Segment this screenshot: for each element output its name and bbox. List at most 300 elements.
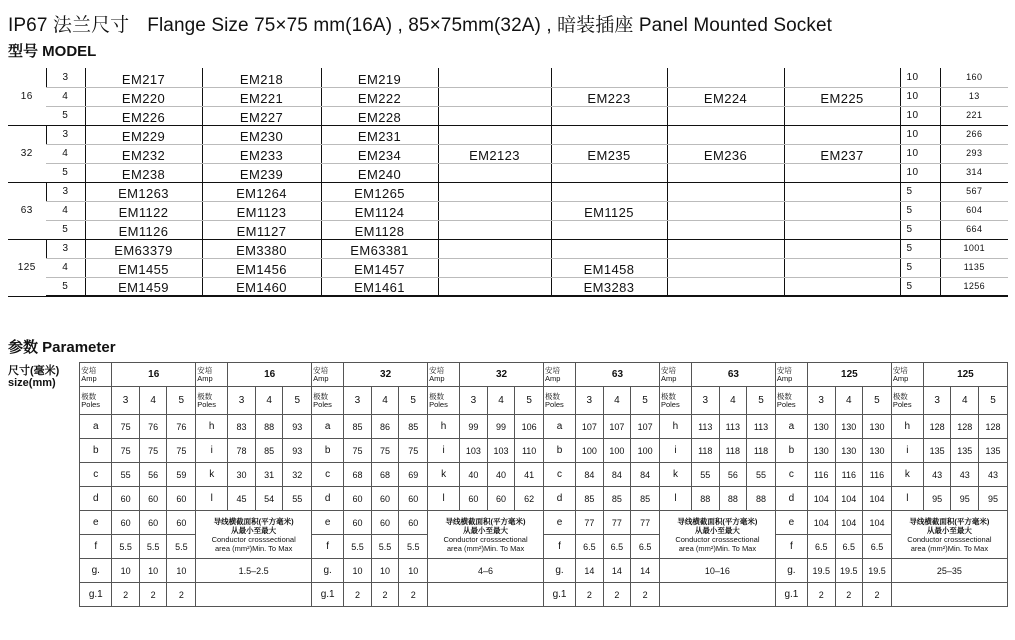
- amp-value: 32: [460, 363, 544, 387]
- model-code-cell: [438, 163, 551, 182]
- poles-value: 5: [515, 387, 544, 415]
- conductor-range: 4–6: [428, 559, 544, 583]
- model-code-cell: [551, 182, 667, 201]
- weight-cell: 1135: [940, 258, 1008, 277]
- model-code-cell: EM1458: [551, 258, 667, 277]
- poles-cell: 3: [46, 68, 85, 87]
- dimension-value: 14: [631, 559, 660, 583]
- blank-cell: [891, 583, 1007, 607]
- dimension-value: 77: [576, 511, 604, 535]
- dimension-value: 68: [344, 463, 372, 487]
- model-code-cell: EM229: [85, 125, 202, 144]
- dimension-value: 5.5: [399, 535, 428, 559]
- dimension-value: 10: [344, 559, 372, 583]
- dimension-value: 2: [807, 583, 835, 607]
- model-code-cell: EM1459: [85, 277, 202, 296]
- dimension-value: 88: [747, 487, 776, 511]
- conductor-note-en: Conductor crosssectional area (mm²)Min. To Max: [675, 534, 760, 553]
- dimension-letter: k: [196, 463, 228, 487]
- poles-cell: 5: [46, 106, 85, 125]
- row-blank: [8, 535, 80, 559]
- poles-value: 3: [691, 387, 719, 415]
- model-code-cell: EM222: [321, 87, 438, 106]
- model-code-cell: EM228: [321, 106, 438, 125]
- amp-cell: 63: [8, 182, 46, 239]
- conductor-note-en: Conductor crosssectional area (mm²)Min. To Max: [211, 534, 296, 553]
- poles-value: 4: [951, 387, 979, 415]
- dimension-letter: c: [544, 463, 576, 487]
- poles-value: 3: [460, 387, 488, 415]
- dimension-letter: l: [891, 487, 923, 511]
- model-code-cell: [667, 68, 784, 87]
- poles-value: 3: [923, 387, 951, 415]
- dimension-value: 85: [255, 439, 283, 463]
- dimension-letter: f: [775, 535, 807, 559]
- title-en: Flange Size 75×75 mm(16A) , 85×75mm(32A) , 暗装插座 Panel Mounted Socket: [147, 15, 833, 36]
- size-mm-header: 尺寸(毫米) size(mm): [8, 364, 60, 389]
- dimension-value: 84: [603, 463, 631, 487]
- dimension-value: 113: [719, 415, 747, 439]
- dimension-value: 106: [515, 415, 544, 439]
- dimension-value: 116: [807, 463, 835, 487]
- dimension-value: 118: [747, 439, 776, 463]
- poles-cell: 5: [46, 163, 85, 182]
- dimension-letter: e: [80, 511, 112, 535]
- poles-value: 5: [631, 387, 660, 415]
- model-row: [8, 106, 1008, 125]
- dimension-value: 130: [863, 439, 892, 463]
- conductor-note-cn: 导线横截面积(平方毫米) 从最小至最大: [445, 516, 526, 535]
- weight-cell: 1001: [940, 239, 1008, 258]
- model-code-cell: [438, 220, 551, 239]
- dimension-value: 116: [835, 463, 863, 487]
- dimension-value: 43: [979, 463, 1008, 487]
- pack-qty-cell: 10: [900, 68, 940, 87]
- dimension-value: 60: [112, 487, 140, 511]
- dimension-letter: g.: [544, 559, 576, 583]
- dimension-value: 84: [631, 463, 660, 487]
- dimension-value: 76: [139, 415, 167, 439]
- model-code-cell: EM239: [202, 163, 321, 182]
- model-code-cell: [438, 125, 551, 144]
- model-table: [8, 68, 1008, 297]
- dimension-value: 60: [139, 487, 167, 511]
- model-code-cell: EM1128: [321, 220, 438, 239]
- model-code-cell: [667, 163, 784, 182]
- dimension-value: 85: [399, 415, 428, 439]
- dimension-value: 103: [487, 439, 515, 463]
- model-code-cell: EM1125: [551, 201, 667, 220]
- dimension-value: 75: [344, 439, 372, 463]
- model-code-cell: EM1455: [85, 258, 202, 277]
- weight-cell: 1256: [940, 277, 1008, 296]
- dimension-value: 100: [603, 439, 631, 463]
- model-code-cell: EM1127: [202, 220, 321, 239]
- model-code-cell: EM1126: [85, 220, 202, 239]
- dimension-letter: d: [775, 487, 807, 511]
- model-code-cell: [667, 277, 784, 296]
- model-code-cell: [551, 239, 667, 258]
- poles-cell: 4: [46, 144, 85, 163]
- parameter-table: [8, 362, 1008, 607]
- amp-label: 安培 Amp: [775, 363, 807, 387]
- dimension-letter: f: [544, 535, 576, 559]
- model-code-cell: EM227: [202, 106, 321, 125]
- dimension-value: 10: [399, 559, 428, 583]
- poles-label: 极数 Poles: [196, 387, 228, 415]
- weight-cell: 567: [940, 182, 1008, 201]
- dimension-letter: a: [312, 415, 344, 439]
- dimension-value: 69: [399, 463, 428, 487]
- model-code-cell: EM226: [85, 106, 202, 125]
- dimension-value: 41: [515, 463, 544, 487]
- model-code-cell: [784, 106, 900, 125]
- poles-value: 5: [399, 387, 428, 415]
- dimension-value: 59: [167, 463, 196, 487]
- poles-value: 5: [747, 387, 776, 415]
- poles-cell: 5: [46, 220, 85, 239]
- poles-value: 5: [283, 387, 312, 415]
- dimension-value: 2: [399, 583, 428, 607]
- dimension-value: 2: [835, 583, 863, 607]
- poles-value: 4: [719, 387, 747, 415]
- parameter-heading: 参数 Parameter: [8, 339, 116, 356]
- amp-label: 安培 Amp: [544, 363, 576, 387]
- dimension-value: 60: [487, 487, 515, 511]
- amp-label: 安培 Amp: [80, 363, 112, 387]
- row-blank: [8, 415, 80, 439]
- dimension-letter: c: [775, 463, 807, 487]
- dimension-letter: a: [544, 415, 576, 439]
- model-row: [8, 68, 1008, 87]
- amp-value: 16: [228, 363, 312, 387]
- dimension-letter: k: [428, 463, 460, 487]
- poles-value: 3: [228, 387, 256, 415]
- dimension-value: 93: [283, 415, 312, 439]
- dimension-value: 5.5: [139, 535, 167, 559]
- model-heading: 型号 MODEL: [8, 43, 97, 60]
- amp-cell: 125: [8, 239, 46, 296]
- dimension-value: 104: [807, 511, 835, 535]
- model-code-cell: EM218: [202, 68, 321, 87]
- dimension-value: 2: [631, 583, 660, 607]
- model-code-cell: EM232: [85, 144, 202, 163]
- row-blank: [8, 583, 80, 607]
- weight-cell: 221: [940, 106, 1008, 125]
- conductor-note: [659, 511, 775, 559]
- model-code-cell: EM1460: [202, 277, 321, 296]
- model-row: [8, 144, 1008, 163]
- dimension-letter: h: [196, 415, 228, 439]
- model-code-cell: EM2123: [438, 144, 551, 163]
- poles-label: 极数 Poles: [775, 387, 807, 415]
- model-row: [8, 277, 1008, 296]
- dimension-value: 10: [167, 559, 196, 583]
- model-row: [8, 239, 1008, 258]
- dimension-letter: k: [891, 463, 923, 487]
- dimension-value: 60: [460, 487, 488, 511]
- dimension-value: 10: [139, 559, 167, 583]
- dimension-value: 56: [139, 463, 167, 487]
- pack-qty-cell: 10: [900, 87, 940, 106]
- poles-value: 3: [576, 387, 604, 415]
- dimension-value: 107: [603, 415, 631, 439]
- dimension-letter: a: [775, 415, 807, 439]
- weight-cell: 160: [940, 68, 1008, 87]
- model-code-cell: EM1265: [321, 182, 438, 201]
- model-code-cell: EM1122: [85, 201, 202, 220]
- dimension-value: 83: [228, 415, 256, 439]
- dimension-value: 130: [863, 415, 892, 439]
- dimension-value: 5.5: [112, 535, 140, 559]
- dimension-value: 19.5: [863, 559, 892, 583]
- model-code-cell: [438, 239, 551, 258]
- dimension-value: 55: [283, 487, 312, 511]
- dimension-value: 40: [487, 463, 515, 487]
- model-code-cell: [438, 258, 551, 277]
- model-code-cell: [551, 106, 667, 125]
- dimension-value: 2: [603, 583, 631, 607]
- model-code-cell: EM238: [85, 163, 202, 182]
- model-code-cell: [551, 68, 667, 87]
- model-code-cell: [438, 182, 551, 201]
- conductor-note-en: Conductor crosssectional area (mm²)Min. To Max: [907, 534, 992, 553]
- model-code-cell: [784, 201, 900, 220]
- model-code-cell: EM224: [667, 87, 784, 106]
- pack-qty-cell: 10: [900, 125, 940, 144]
- amp-value: 63: [691, 363, 775, 387]
- amp-label: 安培 Amp: [659, 363, 691, 387]
- dimension-value: 2: [167, 583, 196, 607]
- model-code-cell: [667, 220, 784, 239]
- dimension-value: 5.5: [167, 535, 196, 559]
- dimension-value: 113: [691, 415, 719, 439]
- dimension-value: 128: [979, 415, 1008, 439]
- dimension-value: 99: [460, 415, 488, 439]
- pack-qty-cell: 5: [900, 277, 940, 296]
- model-row: [8, 258, 1008, 277]
- dimension-value: 60: [344, 511, 372, 535]
- model-code-cell: EM235: [551, 144, 667, 163]
- amp-label: 安培 Amp: [891, 363, 923, 387]
- model-code-cell: [438, 201, 551, 220]
- poles-label: 极数 Poles: [428, 387, 460, 415]
- model-row: [8, 201, 1008, 220]
- dimension-value: 2: [576, 583, 604, 607]
- dimension-value: 95: [979, 487, 1008, 511]
- dimension-value: 2: [344, 583, 372, 607]
- dimension-value: 6.5: [631, 535, 660, 559]
- dimension-value: 135: [979, 439, 1008, 463]
- dimension-letter: i: [196, 439, 228, 463]
- amp-value: 63: [576, 363, 660, 387]
- dimension-value: 68: [371, 463, 399, 487]
- dimension-value: 6.5: [807, 535, 835, 559]
- poles-value: 3: [807, 387, 835, 415]
- dimension-value: 130: [807, 415, 835, 439]
- dimension-value: 128: [951, 415, 979, 439]
- model-code-cell: [784, 163, 900, 182]
- pack-qty-cell: 10: [900, 106, 940, 125]
- title-cn: IP67 法兰尺寸: [8, 15, 130, 36]
- model-code-cell: EM219: [321, 68, 438, 87]
- dimension-value: 60: [167, 487, 196, 511]
- dimension-letter: b: [544, 439, 576, 463]
- dimension-letter: e: [312, 511, 344, 535]
- model-row: [8, 163, 1008, 182]
- poles-label: 极数 Poles: [312, 387, 344, 415]
- model-row: [8, 220, 1008, 239]
- dimension-value: 118: [719, 439, 747, 463]
- dimension-value: 93: [283, 439, 312, 463]
- dimension-value: 6.5: [576, 535, 604, 559]
- weight-cell: 314: [940, 163, 1008, 182]
- model-code-cell: [551, 125, 667, 144]
- dimension-letter: h: [428, 415, 460, 439]
- model-row: [8, 87, 1008, 106]
- dimension-letter: g.: [312, 559, 344, 583]
- poles-value: 4: [255, 387, 283, 415]
- model-code-cell: EM1461: [321, 277, 438, 296]
- dimension-value: 60: [399, 487, 428, 511]
- dimension-value: 10: [371, 559, 399, 583]
- dimension-letter: l: [428, 487, 460, 511]
- amp-value: 125: [807, 363, 891, 387]
- dimension-letter: i: [891, 439, 923, 463]
- dimension-value: 6.5: [863, 535, 892, 559]
- dimension-value: 40: [460, 463, 488, 487]
- page-title: [8, 10, 832, 37]
- dimension-letter: f: [80, 535, 112, 559]
- dimension-letter: h: [891, 415, 923, 439]
- dimension-value: 62: [515, 487, 544, 511]
- dimension-value: 75: [139, 439, 167, 463]
- pack-qty-cell: 10: [900, 163, 940, 182]
- dimension-value: 75: [167, 439, 196, 463]
- model-code-cell: EM1124: [321, 201, 438, 220]
- dimension-letter: h: [659, 415, 691, 439]
- model-code-cell: [784, 277, 900, 296]
- poles-label: 极数 Poles: [891, 387, 923, 415]
- dimension-value: 30: [228, 463, 256, 487]
- model-code-cell: EM221: [202, 87, 321, 106]
- conductor-note: [196, 511, 312, 559]
- dimension-value: 43: [951, 463, 979, 487]
- poles-value: 4: [371, 387, 399, 415]
- dimension-value: 31: [255, 463, 283, 487]
- conductor-note: [891, 511, 1007, 559]
- dimension-value: 100: [631, 439, 660, 463]
- dimension-value: 130: [835, 439, 863, 463]
- dimension-value: 85: [631, 487, 660, 511]
- dimension-value: 130: [835, 415, 863, 439]
- model-code-cell: [667, 182, 784, 201]
- poles-value: 5: [167, 387, 196, 415]
- amp-cell: 32: [8, 125, 46, 182]
- dimension-value: 99: [487, 415, 515, 439]
- dimension-value: 5.5: [344, 535, 372, 559]
- poles-value: 5: [979, 387, 1008, 415]
- dimension-value: 95: [923, 487, 951, 511]
- weight-cell: 604: [940, 201, 1008, 220]
- dimension-value: 104: [863, 511, 892, 535]
- dimension-letter: b: [775, 439, 807, 463]
- model-code-cell: [438, 87, 551, 106]
- dimension-value: 60: [167, 511, 196, 535]
- dimension-value: 85: [603, 487, 631, 511]
- dimension-value: 60: [399, 511, 428, 535]
- model-code-cell: [667, 239, 784, 258]
- row-blank: [8, 559, 80, 583]
- pack-qty-cell: 5: [900, 201, 940, 220]
- dimension-value: 55: [691, 463, 719, 487]
- conductor-range: 1.5–2.5: [196, 559, 312, 583]
- dimension-letter: d: [80, 487, 112, 511]
- dimension-value: 104: [863, 487, 892, 511]
- dimension-value: 56: [719, 463, 747, 487]
- model-code-cell: EM1263: [85, 182, 202, 201]
- dimension-value: 43: [923, 463, 951, 487]
- weight-cell: 664: [940, 220, 1008, 239]
- model-code-cell: EM1456: [202, 258, 321, 277]
- dimension-value: 88: [255, 415, 283, 439]
- model-code-cell: [667, 106, 784, 125]
- dimension-letter: e: [775, 511, 807, 535]
- poles-cell: 3: [46, 125, 85, 144]
- dimension-value: 19.5: [835, 559, 863, 583]
- dimension-value: 75: [112, 415, 140, 439]
- poles-cell: 4: [46, 258, 85, 277]
- dimension-value: 75: [371, 439, 399, 463]
- poles-value: 3: [344, 387, 372, 415]
- conductor-note: [428, 511, 544, 559]
- conductor-note-en: Conductor crosssectional area (mm²)Min. To Max: [443, 534, 528, 553]
- dimension-value: 14: [576, 559, 604, 583]
- model-code-cell: [667, 201, 784, 220]
- model-code-cell: EM217: [85, 68, 202, 87]
- row-blank: [8, 511, 80, 535]
- poles-value: 4: [603, 387, 631, 415]
- pack-qty-cell: 5: [900, 220, 940, 239]
- model-code-cell: [438, 106, 551, 125]
- poles-value: 3: [112, 387, 140, 415]
- model-code-cell: [784, 239, 900, 258]
- dimension-value: 85: [344, 415, 372, 439]
- conductor-range: 25–35: [891, 559, 1007, 583]
- pack-qty-cell: 5: [900, 239, 940, 258]
- dimension-letter: g.: [775, 559, 807, 583]
- dimension-value: 2: [112, 583, 140, 607]
- model-code-cell: EM1457: [321, 258, 438, 277]
- amp-label: 安培 Amp: [196, 363, 228, 387]
- poles-label: 极数 Poles: [544, 387, 576, 415]
- dimension-letter: a: [80, 415, 112, 439]
- pack-qty-cell: 5: [900, 258, 940, 277]
- conductor-range: 10–16: [659, 559, 775, 583]
- conductor-note-cn: 导线横截面积(平方毫米) 从最小至最大: [677, 516, 758, 535]
- dimension-value: 6.5: [603, 535, 631, 559]
- model-code-cell: [438, 277, 551, 296]
- dimension-letter: d: [312, 487, 344, 511]
- model-code-cell: [667, 125, 784, 144]
- dimension-letter: l: [196, 487, 228, 511]
- weight-cell: 266: [940, 125, 1008, 144]
- dimension-letter: k: [659, 463, 691, 487]
- model-code-cell: EM63379: [85, 239, 202, 258]
- dimension-value: 107: [631, 415, 660, 439]
- dimension-value: 60: [371, 487, 399, 511]
- dimension-value: 2: [863, 583, 892, 607]
